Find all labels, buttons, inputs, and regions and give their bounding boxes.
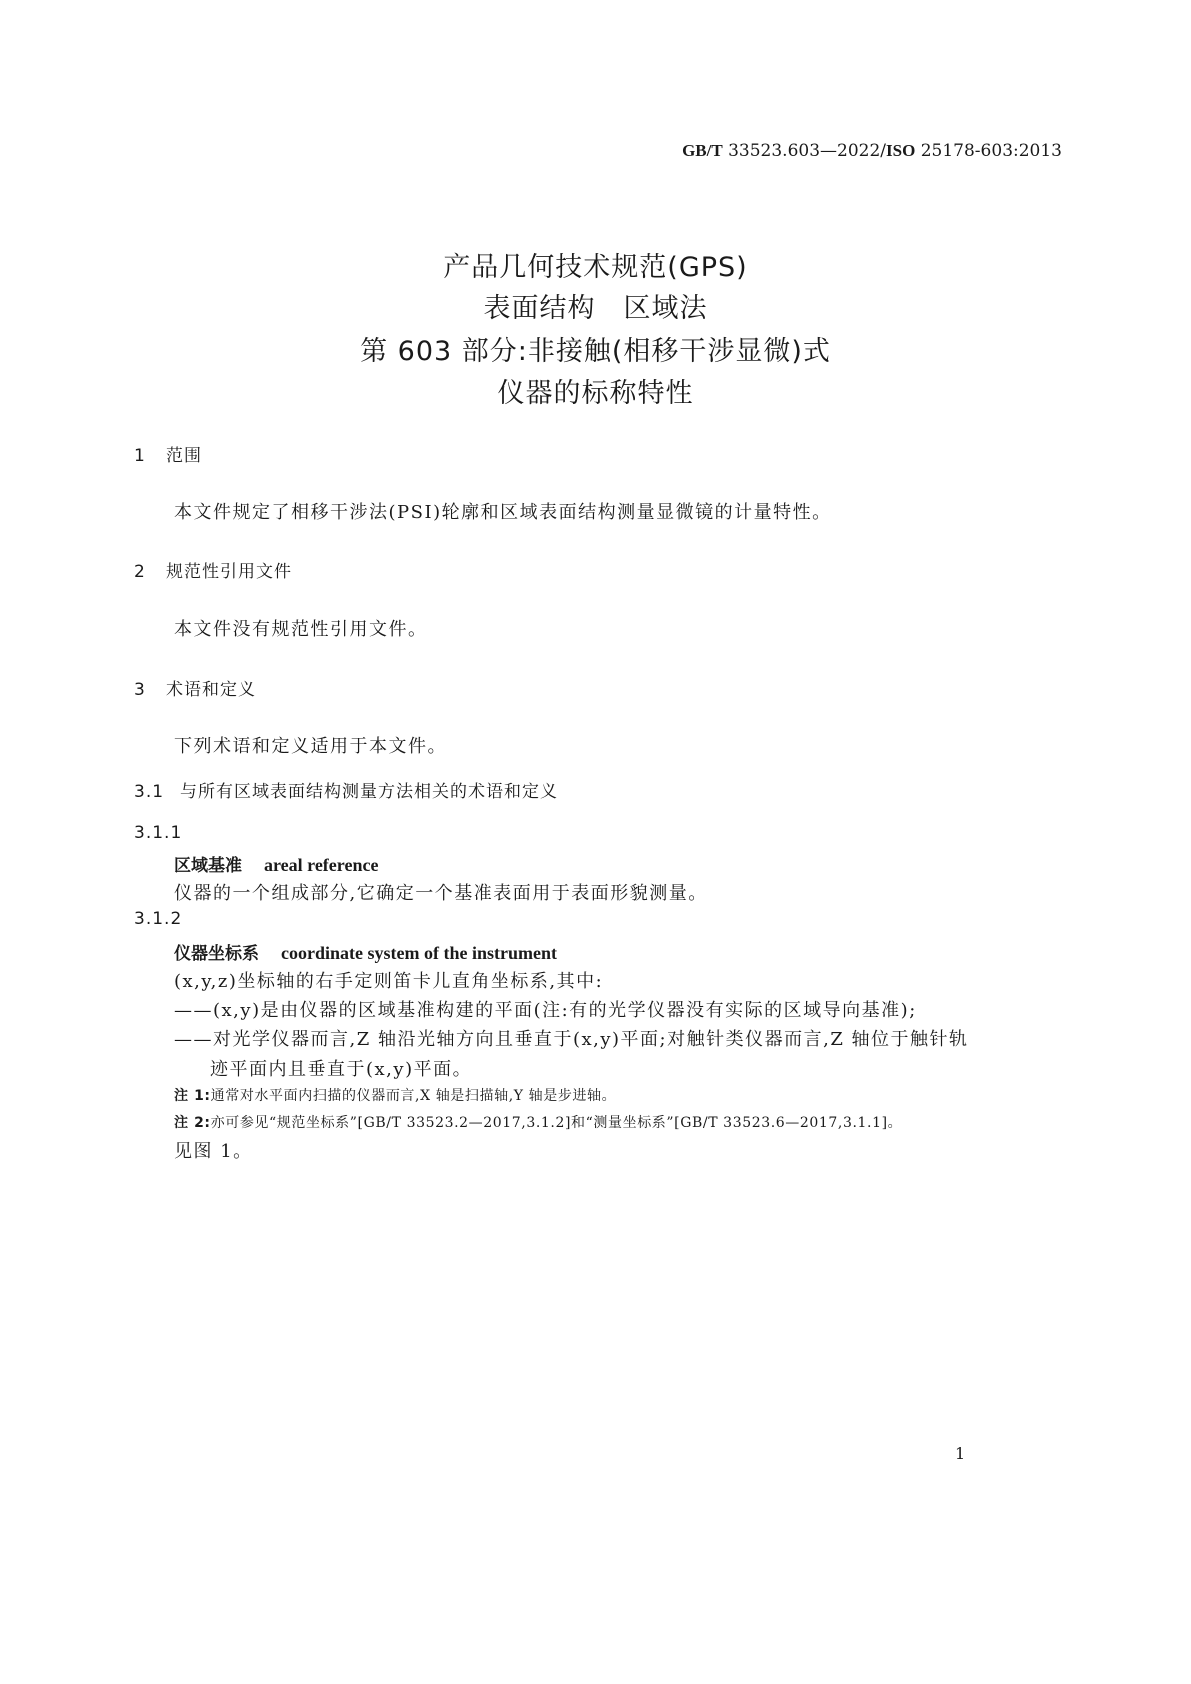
term-3-1-2-definition: (x,y,z)坐标轴的右手定则笛卡儿直角坐标系,其中: xyxy=(174,971,604,992)
term-3-1-2 xyxy=(174,939,557,964)
list-item: ——(x,y)是由仪器的区域基准构建的平面(注:有的光学仪器没有实际的区域导向基准); xyxy=(174,1000,917,1021)
section-title: 规范性引用文件 xyxy=(166,562,292,582)
section-3-heading xyxy=(134,675,256,700)
section-2-body: 本文件没有规范性引用文件。 xyxy=(174,619,428,640)
section-3-1-heading xyxy=(134,777,558,802)
term-3-1-2-number: 3.1.2 xyxy=(134,909,183,929)
page-number: 1 xyxy=(955,1444,966,1463)
note-label: 注 1: xyxy=(174,1088,211,1104)
term-cn: 仪器坐标系 xyxy=(174,944,259,964)
section-number: 2 xyxy=(134,562,146,582)
section-3-body: 下列术语和定义适用于本文件。 xyxy=(174,736,447,757)
title-line-3: 第 603 部分:非接触(相移干涉显微)式 xyxy=(360,336,831,367)
term-en: coordinate system of the instrument xyxy=(281,943,557,963)
code-iso: ISO xyxy=(886,141,916,160)
section-title: 与所有区域表面结构测量方法相关的术语和定义 xyxy=(180,782,558,802)
see-figure-reference: 见图 1。 xyxy=(174,1141,253,1162)
title-line-1: 产品几何技术规范(GPS) xyxy=(443,252,748,283)
note-text: 通常对水平面内扫描的仪器而言,X 轴是扫描轴,Y 轴是步进轴。 xyxy=(210,1088,617,1104)
term-en: areal reference xyxy=(264,855,379,875)
title-line-2: 表面结构 区域法 xyxy=(483,293,708,324)
note-1 xyxy=(174,1085,616,1105)
section-title: 范围 xyxy=(166,446,202,466)
note-label: 注 2: xyxy=(174,1115,211,1131)
section-1-body: 本文件规定了相移干涉法(PSI)轮廓和区域表面结构测量显微镜的计量特性。 xyxy=(174,502,832,523)
title-line-4: 仪器的标称特性 xyxy=(497,378,694,409)
standard-code xyxy=(682,141,1062,161)
term-3-1-1 xyxy=(174,851,378,876)
code-gbt: GB/T xyxy=(682,141,723,160)
section-number: 3.1 xyxy=(134,782,165,802)
section-1-heading xyxy=(134,441,202,466)
code-number: 33523.603—2022/ xyxy=(722,141,887,161)
note-text: 亦可参见“规范坐标系”[GB/T 33523.2—2017,3.1.2]和“测量坐标系”[GB/T 33523.6—2017,3.1.1]。 xyxy=(210,1115,903,1131)
code-iso-number: 25178-603:2013 xyxy=(915,141,1062,161)
section-number: 1 xyxy=(134,446,146,466)
list-item-continuation: 迹平面内且垂直于(x,y)平面。 xyxy=(210,1059,473,1080)
term-3-1-1-definition: 仪器的一个组成部分,它确定一个基准表面用于表面形貌测量。 xyxy=(174,883,708,904)
term-3-1-1-number: 3.1.1 xyxy=(134,823,183,843)
section-2-heading xyxy=(134,557,292,582)
note-2 xyxy=(174,1112,902,1132)
list-item: ——对光学仪器而言,Z 轴沿光轴方向且垂直于(x,y)平面;对触针类仪器而言,Z 轴位于触针轨 xyxy=(174,1029,969,1050)
term-cn: 区域基准 xyxy=(174,856,242,876)
section-title: 术语和定义 xyxy=(166,680,256,700)
section-number: 3 xyxy=(134,680,146,700)
